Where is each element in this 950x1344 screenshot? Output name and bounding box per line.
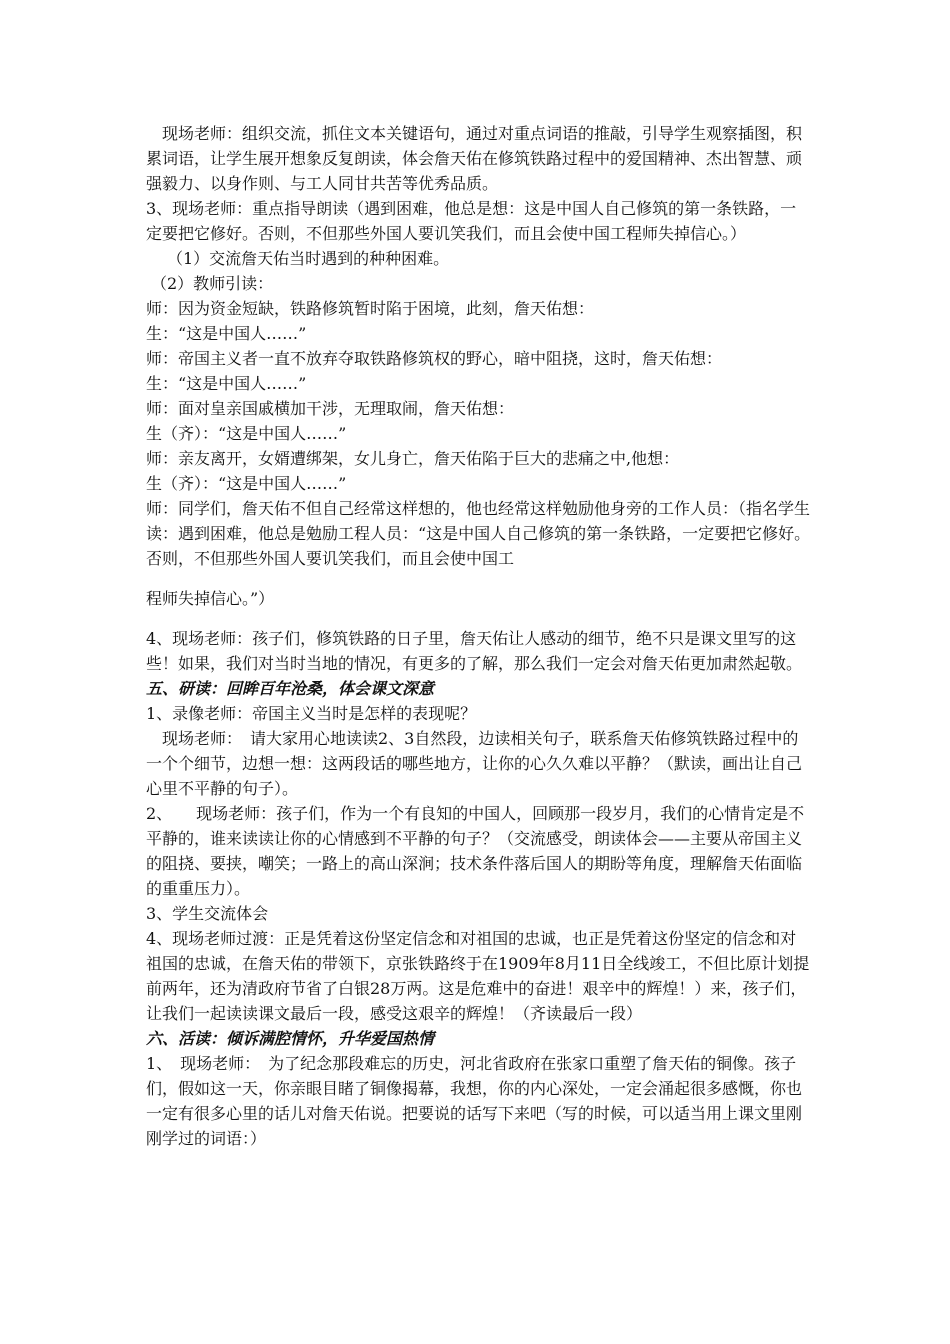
dialogue-student-line: 生（齐）：“这是中国人……” [146, 424, 347, 443]
section-heading-live-reading: 六、活读：倾诉满腔情怀，升华爱国热情 [146, 1029, 435, 1048]
dialogue-teacher-line: 师：帝国主义者一直不放弃夺取铁路修筑权的野心，暗中阻挠，这时，詹天佑想： [146, 349, 723, 368]
paragraph-read-sections: 现场老师： 请大家用心地读读2、3自然段，边读相关句子，联系詹天佑修筑铁路过程中的一个个细节，边想一想：这两段话的哪些地方，让你的心久久难以平静？（默读，画出让自己心里不平静的句子）。 [146, 729, 803, 798]
dialogue-student-line: 生：“这是中国人……” [146, 324, 307, 343]
dialogue-teacher-line: 师：亲友离开，女婿遭绑架，女儿身亡，詹天佑陷于巨大的悲痛之中,他想： [146, 449, 680, 468]
paragraph-transition: 4、现场老师过渡：正是凭着这份坚定信念和对祖国的忠诚，也正是凭着这份坚定的信念和对祖国的忠诚，在詹天佑的带领下，京张铁路终于在1909年8月11日全线竣工，不但比原计划提前两年，还为清政府节省了白银28万两。这是危难中的奋进！艰辛中的辉煌！）来，孩子们，让我们一起读读课文最后一段，感受这艰辛的辉煌！（齐读最后一段） [146, 929, 810, 1023]
paragraph-video-teacher: 1、录像老师：帝国主义当时是怎样的表现呢？ [146, 704, 477, 723]
dialogue-teacher-line: 师：同学们，詹天佑不但自己经常这样想的，他也经常这样勉励他身旁的工作人员：（指名学生读：遇到困难，他总是勉励工程人员：“这是中国人自己修筑的第一条铁路，一定要把它修好。否则，不但那些外国人要讥笑我们，而且会使中国工 [146, 499, 811, 568]
paragraph-touching-details: 4、现场老师：孩子们，修筑铁路的日子里，詹天佑让人感动的细节，绝不只是课文里写的这些！如果，我们对当时当地的情况，有更多的了解，那么我们一定会对詹天佑更加肃然起敬。 [146, 629, 803, 673]
dialogue-student-line: 生（齐）：“这是中国人……” [146, 474, 347, 493]
section-heading-study: 五、研读：回眸百年沧桑，体会课文深意 [146, 679, 435, 698]
paragraph-organize-discussion: 现场老师：组织交流，抓住文本关键语句，通过对重点词语的推敲，引导学生观察插图，积累词语，让学生展开想象反复朗读，体会詹天佑在修筑铁路过程中的爱国精神、杰出智慧、顽强毅力、以身作则、与工人同甘共苦等优秀品质。 [146, 124, 803, 193]
dialogue-teacher-line: 师：因为资金短缺，铁路修筑暂时陷于困境，此刻，詹天佑想： [146, 299, 595, 318]
paragraph-teacher-lead: （2）教师引读： [151, 274, 274, 293]
dialogue-teacher-line: 师：面对皇亲国戚横加干涉，无理取闹，詹天佑想： [146, 399, 515, 418]
paragraph-continuation: 程师失掉信心。”） [146, 589, 275, 608]
paragraph-share-feelings: 2、 现场老师：孩子们，作为一个有良知的中国人，回顾那一段岁月，我们的心情肯定是不平静的，谁来读读让你的心情感到不平静的句子？（交流感受，朗读体会——主要从帝国主义的阻挠、要挟，嘲笑；一路上的高山深涧；技术条件落后国人的期盼等角度，理解詹天佑面临的重重压力）。 [146, 804, 805, 898]
paragraph-student-share: 3、学生交流体会 [146, 904, 269, 923]
paragraph-reading-guidance: 3、现场老师：重点指导朗读（遇到困难，他总是想：这是中国人自己修筑的第一条铁路，一定要把它修好。否则，不但那些外国人要讥笑我们，而且会使中国工程师失掉信心。） [146, 199, 797, 243]
paragraph-difficulties: （1）交流詹天佑当时遇到的种种困难。 [167, 249, 450, 268]
paragraph-statue-writing: 1、 现场老师： 为了纪念那段难忘的历史，河北省政府在张家口重塑了詹天佑的铜像。孩子们，假如这一天，你亲眼目睹了铜像揭幕，我想，你的内心深处，一定会涌起很多感慨，你也一定有很多心里的话儿对詹天佑说。把要说的话写下来吧（写的时候，可以适当用上课文里刚刚学过的词语：） [146, 1054, 803, 1148]
dialogue-student-line: 生：“这是中国人……” [146, 374, 307, 393]
document-body [146, 121, 811, 1151]
